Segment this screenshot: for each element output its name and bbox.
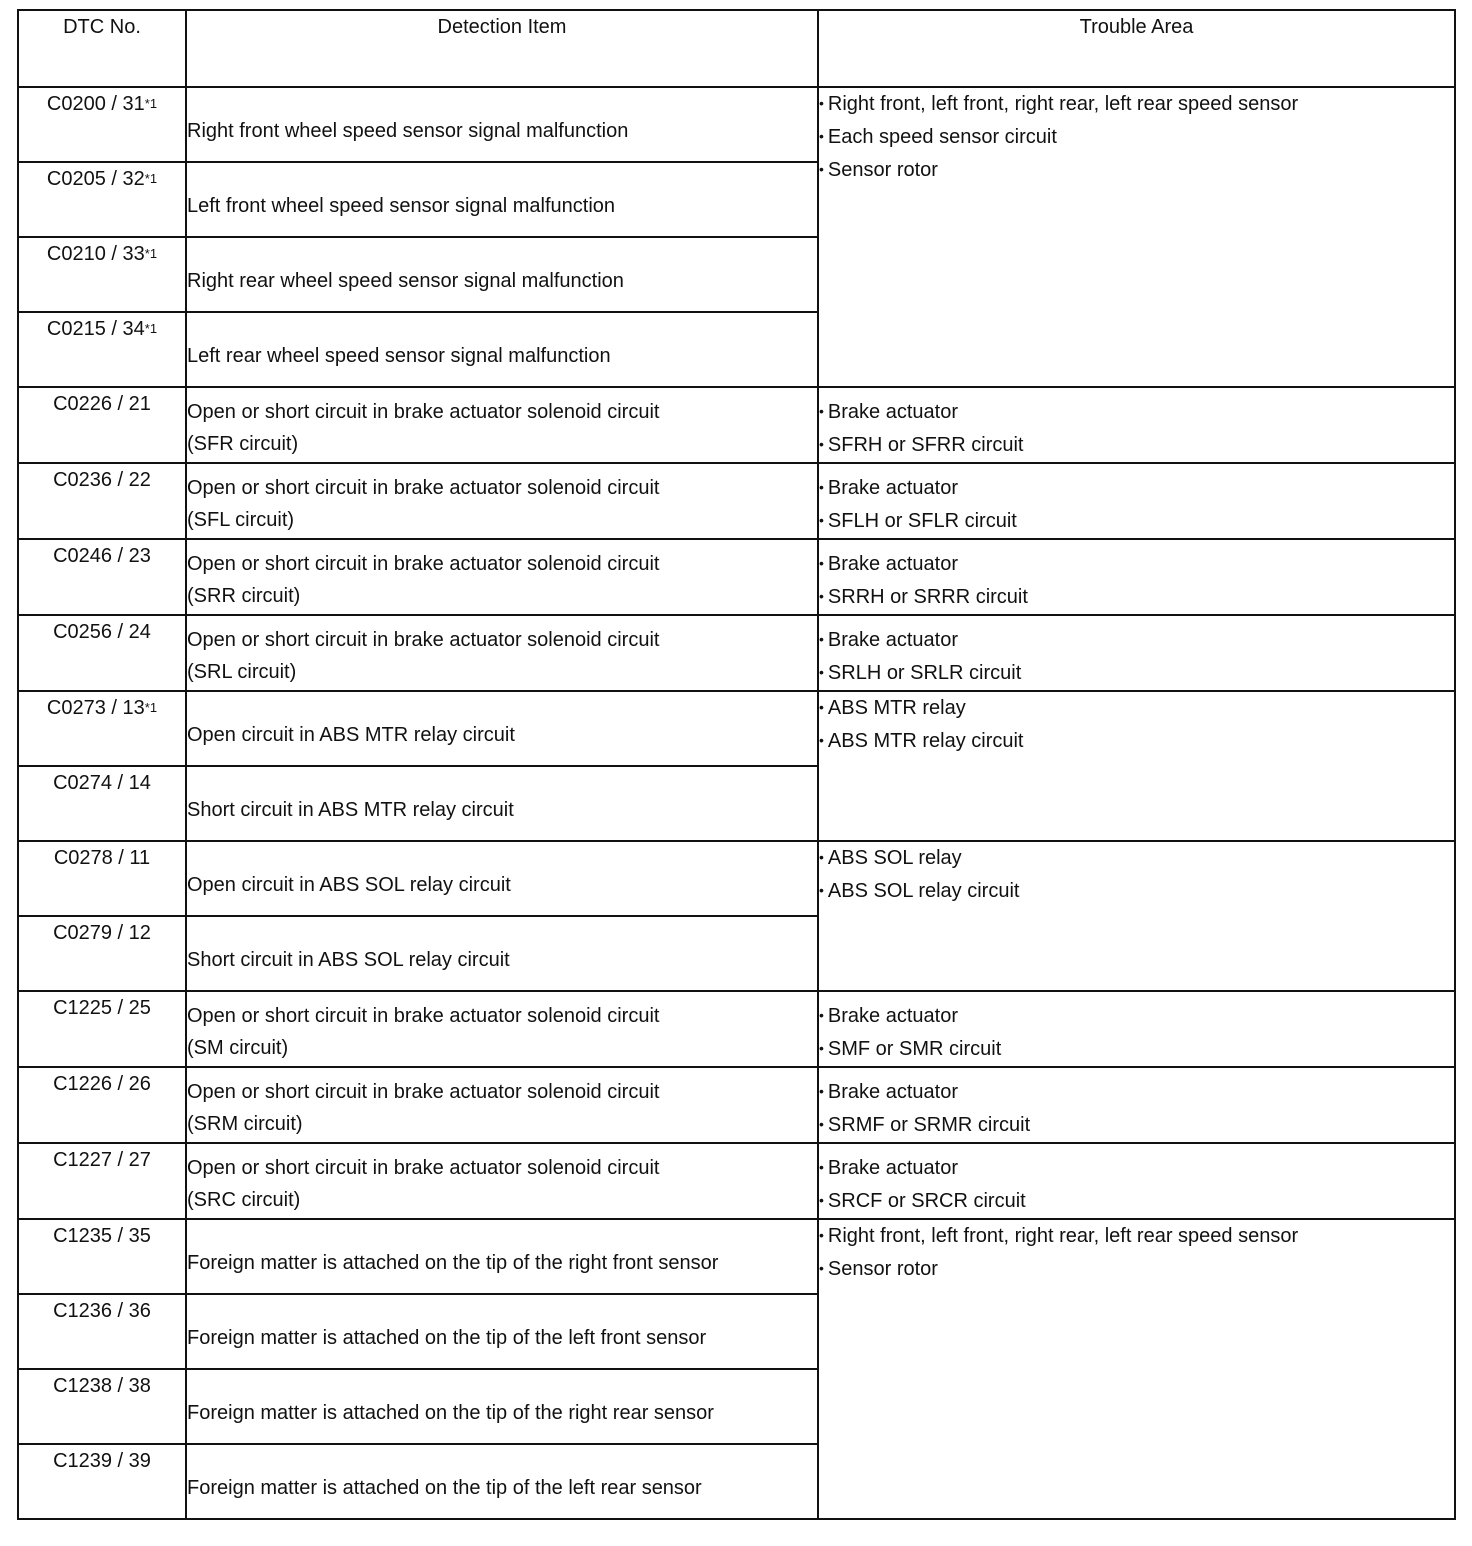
trouble-area-cell (818, 1067, 1455, 1143)
detection-item-text: Open or short circuit in brake actuator solenoid circuit (187, 1005, 660, 1027)
table-row (18, 1143, 1455, 1219)
dtc-code: C1239 / 39 (53, 1450, 151, 1472)
header-detection-item: Detection Item (186, 10, 818, 87)
footnote-mark: *1 (144, 96, 158, 111)
trouble-area-cell (818, 1219, 1455, 1519)
trouble-area-cell (818, 615, 1455, 691)
trouble-area-item: • Brake actuator (819, 472, 1454, 505)
trouble-area-item: • Sensor rotor (819, 1253, 1454, 1286)
trouble-area-item: • SRMF or SRMR circuit (819, 1109, 1454, 1142)
dtc-code-cell (18, 1369, 186, 1444)
detection-item-text: Foreign matter is attached on the tip of the right front sensor (187, 1251, 719, 1274)
detection-item-cell (186, 312, 818, 387)
footnote-mark: *1 (144, 321, 158, 336)
trouble-area-cell (818, 991, 1455, 1067)
trouble-area-item: • ABS MTR relay (819, 692, 1454, 725)
table-row (18, 87, 1455, 162)
detection-item-cell (186, 1369, 818, 1444)
trouble-area-item: • SRCF or SRCR circuit (819, 1185, 1454, 1218)
footnote-mark: *1 (144, 700, 158, 715)
detection-item-cell (186, 87, 818, 162)
detection-item-text: Open or short circuit in brake actuator solenoid circuit (187, 1157, 660, 1179)
dtc-code-cell (18, 1143, 186, 1219)
detection-item-cell (186, 841, 818, 916)
dtc-code: C0279 / 12 (53, 922, 151, 944)
trouble-area-cell (818, 539, 1455, 615)
detection-item-cell (186, 766, 818, 841)
trouble-area-item: • SRLH or SRLR circuit (819, 657, 1454, 690)
detection-item-cell (186, 162, 818, 237)
trouble-area-cell (818, 463, 1455, 539)
detection-item-text: (SRC circuit) (187, 1189, 301, 1211)
detection-item-text: (SM circuit) (187, 1037, 289, 1059)
trouble-area-item: • ABS SOL relay circuit (819, 875, 1454, 908)
trouble-area-item: • SRRH or SRRR circuit (819, 581, 1454, 614)
dtc-code-cell (18, 1444, 186, 1519)
footnote-mark: *1 (144, 171, 158, 186)
dtc-code: C0205 / 32 (46, 168, 145, 190)
dtc-code: C1235 / 35 (53, 1225, 151, 1247)
dtc-code: C0236 / 22 (53, 469, 151, 491)
detection-item-text: (SRR circuit) (187, 585, 301, 607)
trouble-area-item: • ABS MTR relay circuit (819, 725, 1454, 758)
detection-item-cell (186, 1067, 818, 1143)
trouble-area-item: • SFLH or SFLR circuit (819, 505, 1454, 538)
detection-item-cell (186, 539, 818, 615)
dtc-code-cell (18, 1219, 186, 1294)
table-row (18, 615, 1455, 691)
dtc-code: C0246 / 23 (53, 545, 151, 567)
trouble-area-cell (818, 87, 1455, 387)
dtc-code: C1226 / 26 (53, 1073, 151, 1095)
dtc-code: C0278 / 11 (53, 847, 151, 869)
detection-item-text: Open or short circuit in brake actuator solenoid circuit (187, 629, 660, 651)
detection-item-cell (186, 463, 818, 539)
detection-item-text: Open or short circuit in brake actuator solenoid circuit (187, 401, 660, 423)
trouble-area-item: • Brake actuator (819, 396, 1454, 429)
table-row (18, 841, 1455, 916)
trouble-area-item: • SMF or SMR circuit (819, 1033, 1454, 1066)
dtc-code-cell (18, 991, 186, 1067)
detection-item-text: Left front wheel speed sensor signal malfunction (187, 194, 616, 217)
trouble-area-cell (818, 691, 1455, 841)
header-dtc-no: DTC No. (18, 10, 186, 87)
detection-item-text: Foreign matter is attached on the tip of the left rear sensor (187, 1476, 702, 1499)
dtc-code-cell (18, 766, 186, 841)
detection-item-text: (SRM circuit) (187, 1113, 303, 1135)
dtc-code-cell (18, 387, 186, 463)
dtc-code-cell (18, 1067, 186, 1143)
dtc-code-cell (18, 916, 186, 991)
detection-item-text: Short circuit in ABS SOL relay circuit (187, 948, 510, 971)
detection-item-text: Right rear wheel speed sensor signal malfunction (187, 269, 624, 292)
table-row (18, 387, 1455, 463)
dtc-code-cell (18, 312, 186, 387)
dtc-code: C0274 / 14 (53, 772, 151, 794)
trouble-area-item: • SFRH or SFRR circuit (819, 429, 1454, 462)
detection-item-cell (186, 916, 818, 991)
trouble-area-cell (818, 1143, 1455, 1219)
trouble-area-cell (818, 841, 1455, 991)
detection-item-text: Left rear wheel speed sensor signal malfunction (187, 344, 611, 367)
detection-item-cell (186, 1219, 818, 1294)
trouble-area-item: • Right front, left front, right rear, left rear speed sensor (819, 88, 1454, 121)
detection-item-text: Open circuit in ABS MTR relay circuit (187, 723, 515, 746)
detection-item-text: Short circuit in ABS MTR relay circuit (187, 798, 514, 821)
dtc-code: C1227 / 27 (53, 1149, 151, 1171)
dtc-code: C1225 / 25 (53, 997, 151, 1019)
trouble-area-item: • Brake actuator (819, 1152, 1454, 1185)
table-row (18, 691, 1455, 766)
detection-item-cell (186, 1294, 818, 1369)
detection-item-text: Foreign matter is attached on the tip of the left front sensor (187, 1326, 707, 1349)
detection-item-text: Open or short circuit in brake actuator solenoid circuit (187, 553, 660, 575)
dtc-code-cell (18, 162, 186, 237)
dtc-code: C0226 / 21 (53, 393, 151, 415)
header-trouble-area: Trouble Area (818, 10, 1455, 87)
trouble-area-item: • Right front, left front, right rear, left rear speed sensor (819, 1220, 1454, 1253)
detection-item-text: (SRL circuit) (187, 661, 297, 683)
detection-item-text: Foreign matter is attached on the tip of the right rear sensor (187, 1401, 714, 1424)
dtc-code: C1236 / 36 (53, 1300, 151, 1322)
header-row (18, 10, 1455, 87)
dtc-code: C0273 / 13 (46, 697, 145, 719)
dtc-table (17, 9, 1456, 1520)
table-row (18, 1219, 1455, 1294)
detection-item-text: Open circuit in ABS SOL relay circuit (187, 873, 511, 896)
detection-item-cell (186, 1444, 818, 1519)
trouble-area-item: • ABS SOL relay (819, 842, 1454, 875)
table-body (18, 87, 1455, 1519)
detection-item-text: (SFR circuit) (187, 433, 299, 455)
detection-item-cell (186, 1143, 818, 1219)
detection-item-cell (186, 387, 818, 463)
trouble-area-item: • Sensor rotor (819, 154, 1454, 187)
dtc-code: C0200 / 31 (46, 93, 145, 115)
detection-item-text: Open or short circuit in brake actuator solenoid circuit (187, 477, 660, 499)
dtc-code-cell (18, 539, 186, 615)
table-row (18, 463, 1455, 539)
dtc-code-cell (18, 615, 186, 691)
detection-item-text: (SFL circuit) (187, 509, 295, 531)
detection-item-cell (186, 237, 818, 312)
dtc-code-cell (18, 841, 186, 916)
table-row (18, 539, 1455, 615)
detection-item-cell (186, 991, 818, 1067)
trouble-area-item: • Brake actuator (819, 1000, 1454, 1033)
dtc-code: C0210 / 33 (46, 243, 145, 265)
trouble-area-item: • Brake actuator (819, 624, 1454, 657)
trouble-area-item: • Each speed sensor circuit (819, 121, 1454, 154)
dtc-code-cell (18, 237, 186, 312)
dtc-code-cell (18, 463, 186, 539)
detection-item-text: Right front wheel speed sensor signal malfunction (187, 119, 629, 142)
detection-item-text: Open or short circuit in brake actuator solenoid circuit (187, 1081, 660, 1103)
dtc-code: C1238 / 38 (53, 1375, 151, 1397)
table-row (18, 1067, 1455, 1143)
trouble-area-item: • Brake actuator (819, 1076, 1454, 1109)
dtc-code: C0215 / 34 (46, 318, 145, 340)
detection-item-cell (186, 615, 818, 691)
dtc-code-cell (18, 691, 186, 766)
trouble-area-item: • Brake actuator (819, 548, 1454, 581)
footnote-mark: *1 (144, 246, 158, 261)
table-row (18, 991, 1455, 1067)
detection-item-cell (186, 691, 818, 766)
dtc-code-cell (18, 1294, 186, 1369)
dtc-code-cell (18, 87, 186, 162)
trouble-area-cell (818, 387, 1455, 463)
dtc-code: C0256 / 24 (53, 621, 151, 643)
